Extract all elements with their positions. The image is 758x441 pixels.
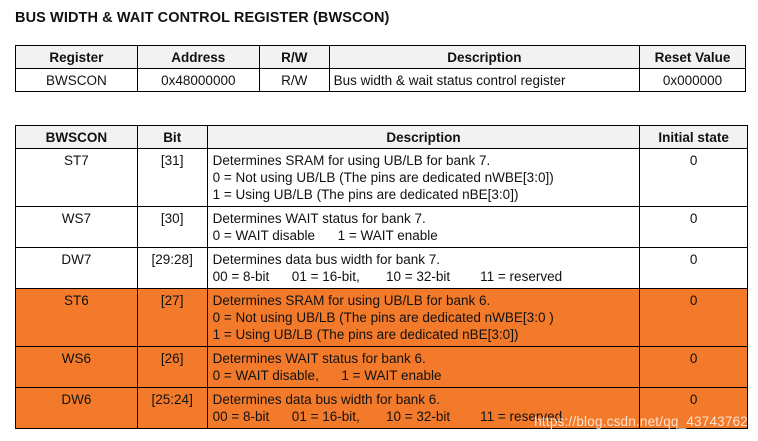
- header-reset-value: Reset Value: [640, 46, 746, 69]
- field-name: DW7: [16, 248, 138, 289]
- page-title: BUS WIDTH & WAIT CONTROL REGISTER (BWSCON): [15, 10, 390, 26]
- initial-state: 0: [640, 388, 748, 429]
- description-line: Determines WAIT status for bank 7.: [212, 211, 426, 226]
- description-line: Determines data bus width for bank 7.: [212, 252, 441, 267]
- field-name: ST7: [16, 149, 138, 207]
- bit-range: [31]: [137, 149, 207, 207]
- description-line: 0 = WAIT disable, 1 = WAIT enable: [212, 368, 442, 383]
- register-address: 0x48000000: [137, 69, 259, 92]
- field-name: WS6: [16, 347, 138, 388]
- table-row: [16, 347, 748, 388]
- field-description: [207, 347, 640, 388]
- bit-range: [29:28]: [137, 248, 207, 289]
- header-address: Address: [137, 46, 259, 69]
- field-description: [207, 289, 640, 347]
- field-description: [207, 149, 640, 207]
- watermark-url: https://blog.csdn.net/qq_43743762: [534, 414, 748, 429]
- description-line: Determines SRAM for using UB/LB for bank 6.: [212, 293, 491, 308]
- description-line: Determines data bus width for bank 6.: [212, 392, 441, 407]
- description-line: 0 = WAIT disable 1 = WAIT enable: [212, 228, 438, 243]
- bit-range: [26]: [137, 347, 207, 388]
- initial-state: 0: [640, 207, 748, 248]
- table-row: [16, 248, 748, 289]
- table-row: [16, 69, 746, 92]
- initial-state: 0: [640, 248, 748, 289]
- register-summary-table: [15, 45, 746, 92]
- field-name: ST6: [16, 289, 138, 347]
- header-description: Description: [207, 126, 640, 149]
- header-register: Register: [16, 46, 138, 69]
- bit-range: [30]: [137, 207, 207, 248]
- bit-range: [25:24]: [137, 388, 207, 429]
- initial-state: 0: [640, 149, 748, 207]
- field-name: WS7: [16, 207, 138, 248]
- initial-state: 0: [640, 289, 748, 347]
- table-header-row: [16, 46, 746, 69]
- header-description: Description: [329, 46, 639, 69]
- description-line: 0 = Not using UB/LB (The pins are dedicated nWBE[3:0 ): [212, 310, 554, 325]
- register-reset-value: 0x000000: [640, 69, 746, 92]
- register-description: Bus width & wait status control register: [329, 69, 639, 92]
- table-row: [16, 289, 748, 347]
- description-line: 0 = Not using UB/LB (The pins are dedicated nWBE[3:0]): [212, 170, 554, 185]
- register-name: BWSCON: [16, 69, 138, 92]
- field-name: DW6: [16, 388, 138, 429]
- table-row: [16, 149, 748, 207]
- register-rw: R/W: [259, 69, 329, 92]
- table-header-row: [16, 126, 748, 149]
- initial-state: 0: [640, 347, 748, 388]
- description-line: 1 = Using UB/LB (The pins are dedicated nBE[3:0]): [212, 187, 519, 202]
- header-field: BWSCON: [16, 126, 138, 149]
- bit-field-table: [15, 125, 748, 429]
- table-row: [16, 207, 748, 248]
- description-line: 1 = Using UB/LB (The pins are dedicated nBE[3:0]): [212, 327, 519, 342]
- field-description: [207, 207, 640, 248]
- description-line: Determines SRAM for using UB/LB for bank 7.: [212, 153, 491, 168]
- description-line: Determines WAIT status for bank 6.: [212, 351, 426, 366]
- header-bit: Bit: [137, 126, 207, 149]
- description-line: 00 = 8-bit 01 = 16-bit, 10 = 32-bit 11 = reserved: [212, 409, 563, 424]
- header-initial-state: Initial state: [640, 126, 748, 149]
- header-rw: R/W: [259, 46, 329, 69]
- description-line: 00 = 8-bit 01 = 16-bit, 10 = 32-bit 11 = reserved: [212, 269, 563, 284]
- field-description: [207, 248, 640, 289]
- bit-range: [27]: [137, 289, 207, 347]
